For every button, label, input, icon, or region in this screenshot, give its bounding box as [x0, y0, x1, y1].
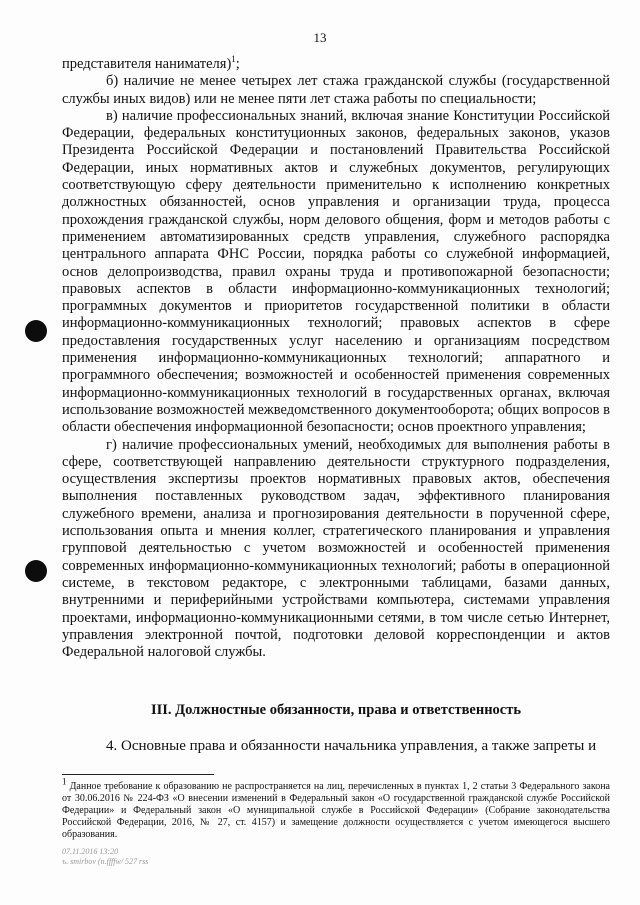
paragraph-g: г) наличие профессиональных умений, необходимых для выполнения работы в сфере, соответствующей направлению деятельности структурного подразделения, осуществления экспертизы проектов нормативных правовых актов, обеспечения выполнения поставленных руководством задач, эффективного планирования служебного времени, анализа и прогнозирования деятельности в порученной сфере, использования опыта и мнения коллег, стратегического планирования и управления групповой деятельностью с учетом возможностей и особенностей применения современных информационно-коммуникационных технологий; работы в операционной системе, в текстовом редакторе, с электронными таблицами, базами данных, внутренними и периферийными устройствами компьютера, системами управления проектами, информационно-коммуникационными сетями, в том числе сетью Интернет, управления электронной почтой, подготовки деловой корреспонденции и актов Федеральной налоговой службы. [62, 436, 610, 661]
paragraph-4: 4. Основные права и обязанности начальника управления, а также запреты и [106, 738, 597, 754]
footnote [62, 776, 610, 841]
section-heading: III. Должностные обязанности, права и ответственность [150, 702, 522, 718]
paragraph-b: б) наличие не менее четырех лет стажа гражданской службы (государственной службы иных видов) или не менее пяти лет стажа работы по специальности; [62, 73, 610, 107]
paragraph-v: в) наличие профессиональных знаний, включая знание Конституции Российской Федерации, федеральных конституционных законов, федеральных законов, указов Президента Российской Федерации и постановлений Правительства Российской Федерации, иных нормативных актов и служебных документов, регулирующих соответствующую сферу деятельности применительно к исполнению конкретных должностных обязанностей, основ управления и организации труда, процесса прохождения гражданской службы, норм делового общения, форм и методов работы с применением автоматизированных средств управления, служебного распорядка центрального аппарата ФНС России, порядка работы со служебной информацией, основ делопроизводства, правил охраны труда и противопожарной безопасности; правовых аспектов в области информационно-коммуникационных технологий; программных документов и приоритетов государственной политики в области информационно-коммуникационных технологий; правовых аспектов в сфере предоставления государственных услуг населению и организациям посредством применения информационно-коммуникационных технологий; аппаратного и программного обеспечения; возможностей и особенностей применения современных информационно-коммуникационных технологий в государственных органах, включая использование возможностей межведомственного документооборота; общих вопросов в области обеспечения информационной безопасности; основ проектного управления; [62, 107, 610, 436]
page-number: 13 [313, 30, 327, 45]
punch-hole-mark [25, 560, 47, 582]
print-stamp-line: ъ. smirbov (n.ffffw/ 527 rss [62, 857, 149, 866]
punch-hole-mark [25, 320, 47, 342]
footnote-text: Данное требование к образованию не распространяется на лиц, перечисленных в пунктах 1, 2 статьи 3 Федерального закона от 30.06.2016 № 224-ФЗ «О внесении изменений в Федеральный закон «О государственной гражданской службе Российской Федерации» и Федеральный закон «О муниципальной службе в Российской Федерации» (Собрание законодательства Российской Федерации, 2016, № 27, ст. 4157) и замещение должности осуществляется с учетом имеющегося высшего образования. [62, 781, 610, 840]
footnote-divider [62, 774, 214, 775]
body-text [62, 56, 610, 661]
footnote-reference: 1 [231, 54, 236, 65]
paragraph-continuation: представителя нанимателя)$^1$; [62, 54, 240, 72]
footnote-marker: 1 [62, 776, 67, 787]
print-stamp-line: 07.11.2016 13:20 [62, 847, 119, 856]
